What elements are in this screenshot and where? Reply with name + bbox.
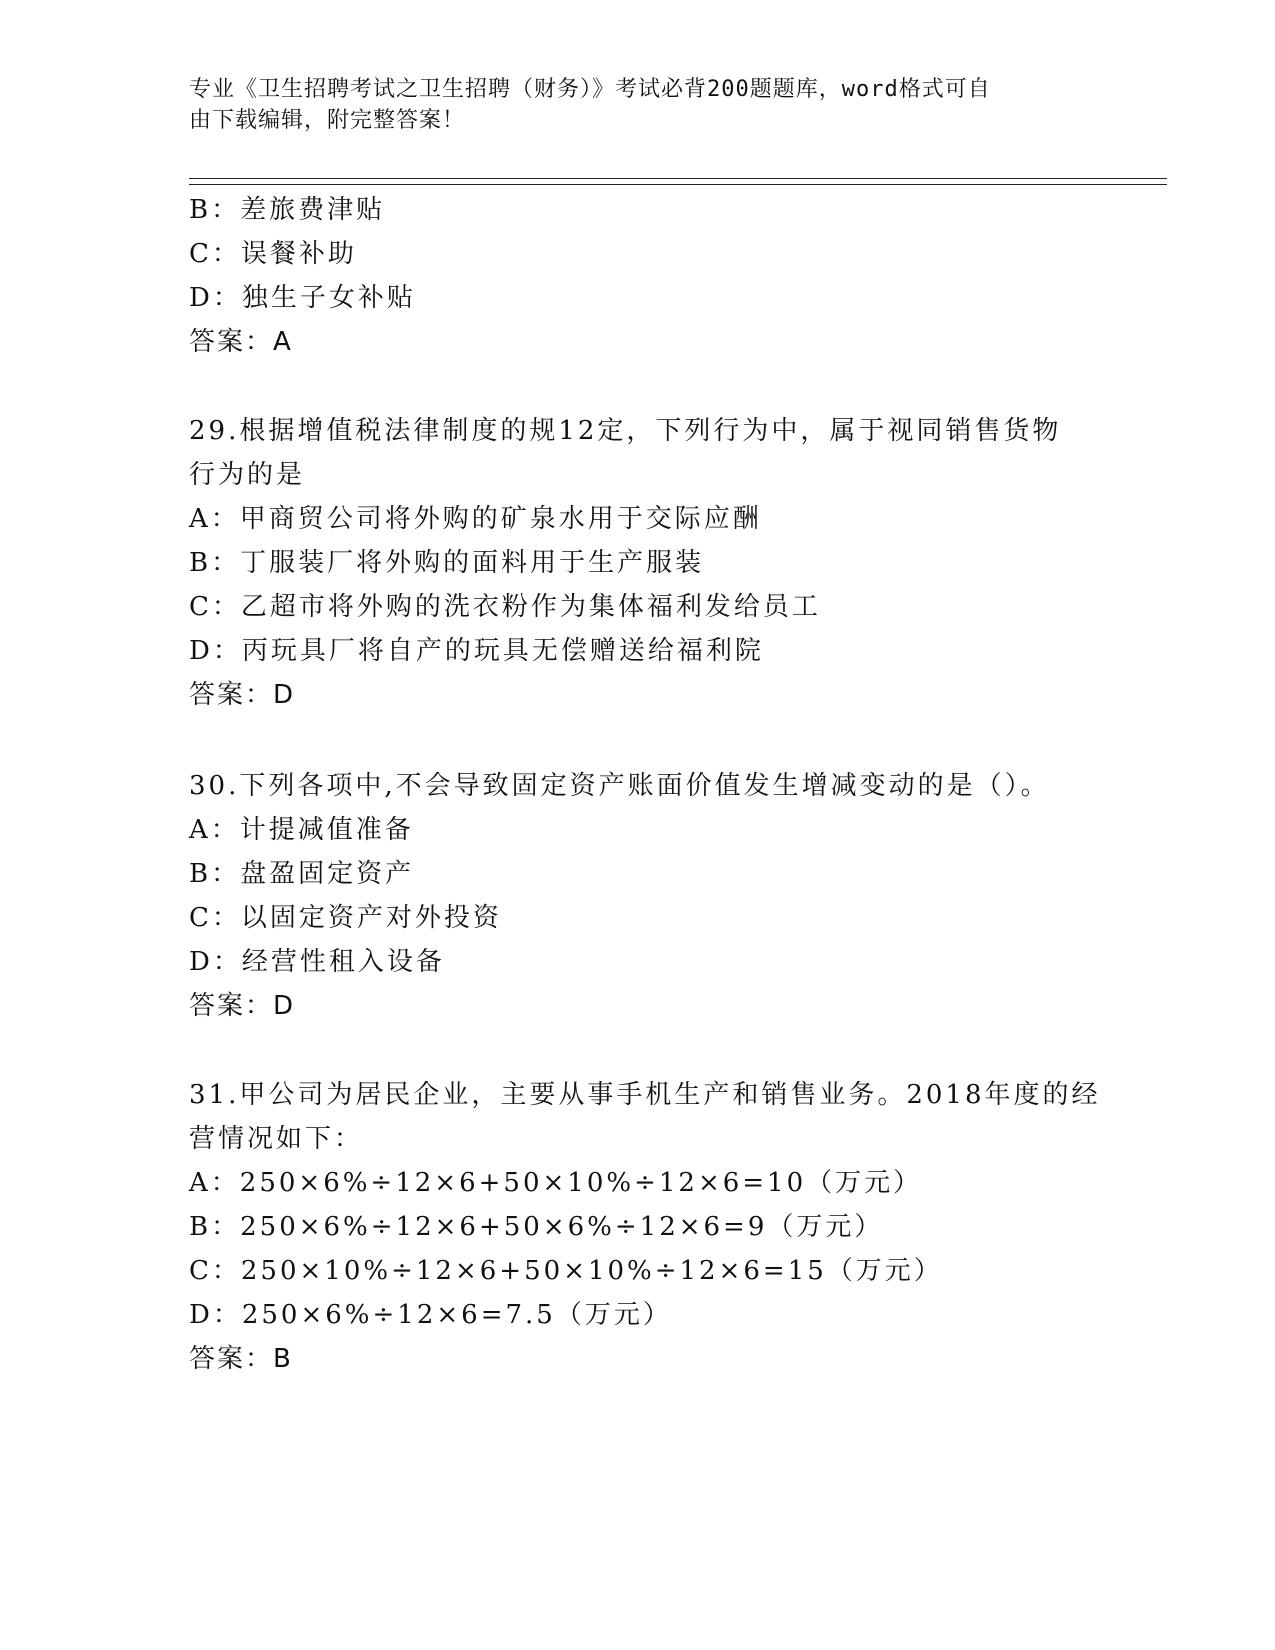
- q28-answer: 答案：A: [189, 327, 293, 357]
- q28-option-c: C：误餐补助: [189, 239, 357, 269]
- header-line-2: 由下载编辑，附完整答案！: [189, 108, 466, 133]
- q29-answer: 答案：D: [189, 680, 296, 710]
- q30-option-a: A：计提减值准备: [189, 815, 414, 845]
- q30-option-d: D：经营性租入设备: [189, 947, 445, 977]
- header-divider-bottom: [189, 184, 1167, 185]
- document-header: [189, 74, 1089, 136]
- q29-stem-line-1: 29.根据增值税法律制度的规12定，下列行为中，属于视同销售货物: [189, 416, 1062, 446]
- q31-option-c: C：250×10%÷12×6+50×10%÷12×6=15（万元）: [189, 1256, 943, 1286]
- q31-option-b: B：250×6%÷12×6+50×6%÷12×6=9（万元）: [189, 1212, 884, 1242]
- q29-option-c: C：乙超市将外购的洗衣粉作为集体福利发给员工: [189, 592, 821, 622]
- q30-stem-line-1: 30.下列各项中,不会导致固定资产账面价值发生增减变动的是（）。: [189, 771, 1050, 801]
- q29-option-b: B：丁服装厂将外购的面料用于生产服装: [189, 548, 705, 578]
- header-divider-top: [189, 178, 1167, 179]
- q30-answer: 答案：D: [189, 991, 296, 1021]
- q31-option-a: A：250×6%÷12×6+50×10%÷12×6=10（万元）: [189, 1168, 923, 1198]
- q30-option-b: B：盘盈固定资产: [189, 859, 415, 889]
- header-line-1: 专业《卫生招聘考试之卫生招聘（财务）》考试必背200题题库，word格式可自: [189, 77, 991, 102]
- q28-option-d: D：独生子女补贴: [189, 283, 416, 313]
- q30-option-c: C：以固定资产对外投资: [189, 903, 502, 933]
- q31-answer: 答案：B: [189, 1344, 293, 1374]
- q31-stem-line-1: 31.甲公司为居民企业，主要从事手机生产和销售业务。2018年度的经: [189, 1080, 1101, 1110]
- q31-stem-line-2: 营情况如下：: [189, 1124, 364, 1154]
- q29-option-d: D：丙玩具厂将自产的玩具无偿赠送给福利院: [189, 636, 764, 666]
- q31-option-d: D：250×6%÷12×6=7.5（万元）: [189, 1300, 672, 1330]
- q29-stem-line-2: 行为的是: [189, 460, 306, 490]
- q28-option-b: B：差旅费津贴: [189, 195, 386, 225]
- q29-option-a: A：甲商贸公司将外购的矿泉水用于交际应酬: [189, 504, 762, 534]
